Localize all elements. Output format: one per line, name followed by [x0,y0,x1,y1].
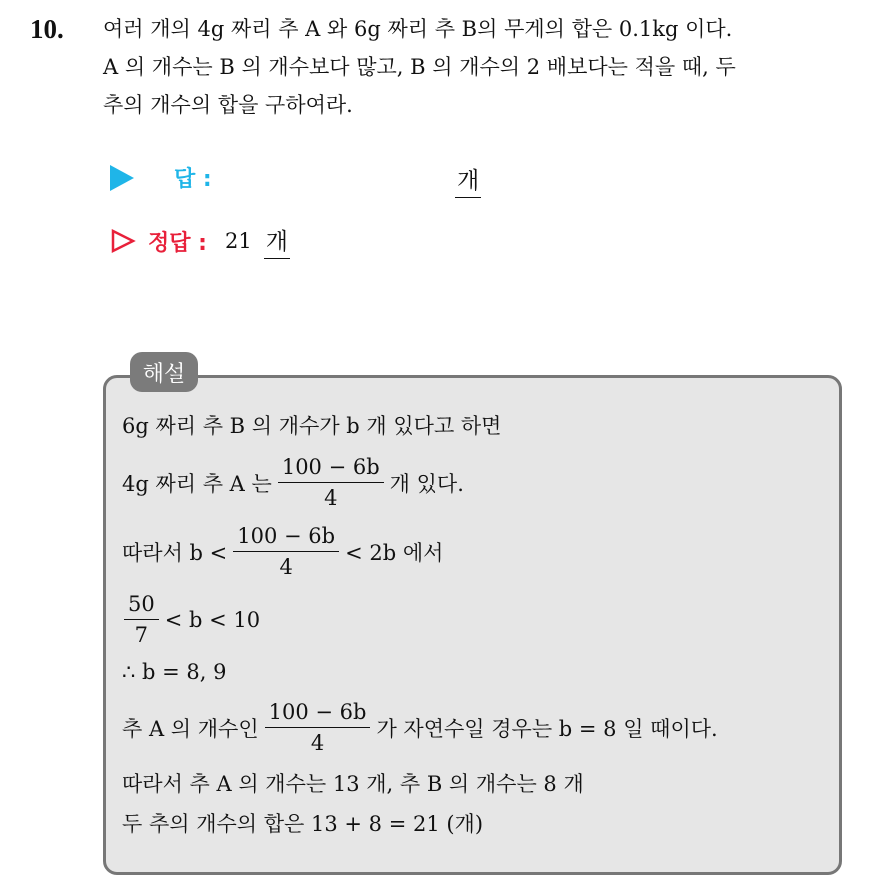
solution-line-6-pre: 추 A 의 개수인 [122,716,259,741]
fraction-denominator: 4 [279,555,293,579]
answer-label: 답 : [174,167,212,192]
answer-unit: 개 [455,162,481,198]
outline-triangle-icon [110,228,136,254]
solution-line-6-post: 가 자연수일 경우는 b = 8 일 때이다. [376,716,718,741]
solution-line-7: 따라서 추 A 의 개수는 13 개, 추 B 의 개수는 8 개 [122,772,584,796]
fraction [233,524,339,579]
solution-line-4 [118,592,260,647]
correct-answer-row [110,223,290,259]
solution-line-3-post: < 2b 에서 [345,540,444,565]
fraction-denominator: 4 [324,486,338,510]
fraction-numerator: 50 [124,592,159,620]
solution-line-8: 두 추의 개수의 합은 13 + 8 = 21 (개) [122,812,484,836]
solution-line-3 [122,524,443,579]
solution-line-3-pre: 따라서 b < [122,540,228,565]
answer-row [110,162,212,193]
correct-answer-unit: 개 [264,223,290,259]
solution-line-2 [122,455,464,510]
question-text: 여러 개의 4g 짜리 추 A 와 6g 짜리 추 B의 무게의 합은 0.1kg 이다. A 의 개수는 B 의 개수보다 많고, B 의 개수의 2 배보다는 적을 때, 두 추의 개수의 합을 구하여라. [103,17,736,117]
fraction-denominator: 4 [310,731,325,755]
solution-tab: 해설 [130,352,198,392]
solution-line-5: ∴ b = 8, 9 [122,660,227,684]
solution-line-2-post: 개 있다. [389,471,464,496]
solution-line-1: 6g 짜리 추 B 의 개수가 b 개 있다고 하면 [122,414,502,438]
correct-answer-value: 21 [224,229,252,253]
fraction [124,592,159,647]
fraction [265,700,371,755]
fraction-numerator: 100 − 6b [265,700,371,728]
solution-line-2-pre: 4g 짜리 추 A 는 [122,471,272,496]
fraction-numerator: 100 − 6b [278,455,384,483]
correct-answer-label: 정답 : [148,230,207,256]
play-triangle-icon [110,165,134,191]
solution-line-6 [122,700,718,755]
solution-line-4-post: < b < 10 [164,607,261,632]
question-number: 10. [30,14,64,44]
fraction-denominator: 7 [134,623,149,647]
fraction [278,455,384,510]
fraction-numerator: 100 − 6b [233,524,339,552]
